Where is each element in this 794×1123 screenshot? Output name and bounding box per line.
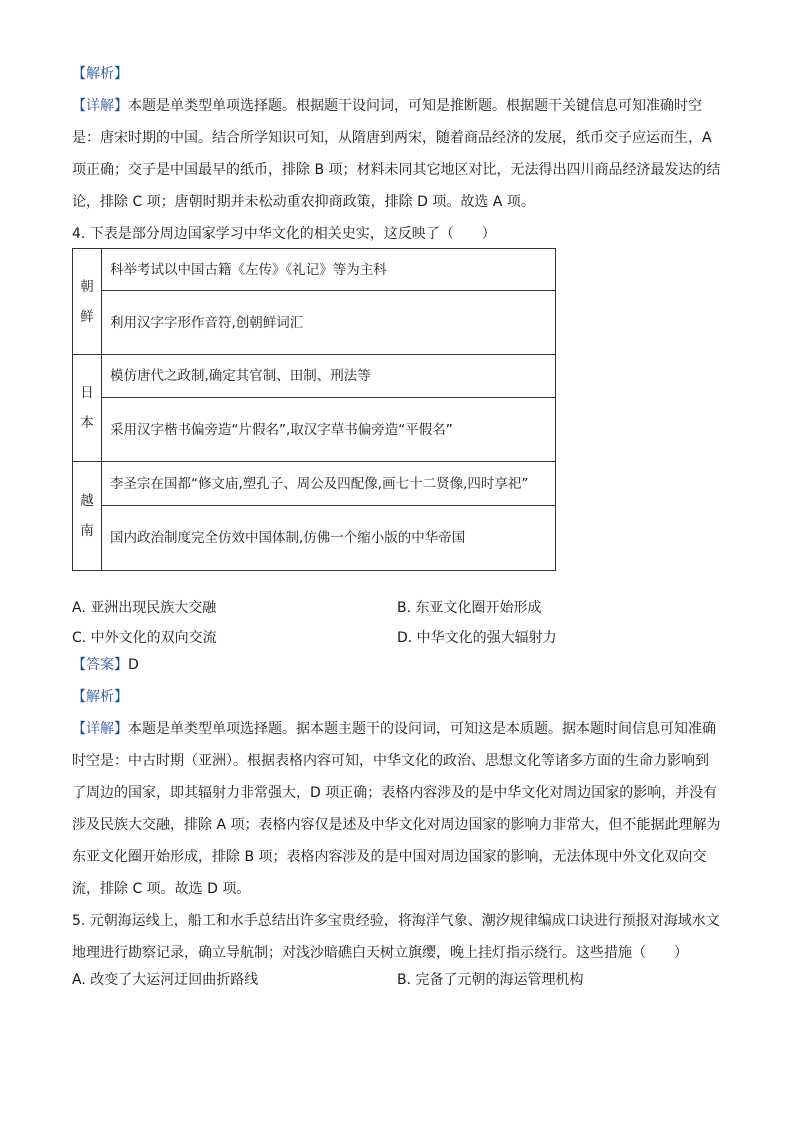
- table-row: [73, 249, 556, 291]
- q4-detail-line-1: [72, 717, 722, 741]
- option-b: B. 东亚文化圈开始形成: [397, 600, 542, 616]
- detail-tag: 【详解】: [72, 721, 128, 737]
- q4-detail-line-5: 东亚文化圈开始形成，排除 B 项；表格内容涉及的是中国对周边国家的影响，无法体现中外文化双向交: [72, 849, 707, 865]
- q4-analysis-heading: [72, 685, 722, 709]
- analysis-tag: 【解析】: [72, 66, 128, 82]
- option-a: A. 改变了大运河迂回曲折路线: [72, 972, 259, 988]
- fact-cell: 模仿唐代之政制,确定其官制、田制、刑法等: [102, 355, 556, 398]
- table-row: [73, 355, 556, 398]
- option-b: B. 完备了元朝的海运管理机构: [397, 972, 584, 988]
- country-char: 鲜: [80, 308, 94, 325]
- document-page: [72, 62, 722, 995]
- table-row: [73, 291, 556, 355]
- table-row: [73, 462, 556, 506]
- q5-stem-line-1: 5. 元朝海运线上，船工和水手总结出许多宝贵经验，将海洋气象、潮汐规律编成口诀进行预报对海域水文: [72, 913, 720, 929]
- country-char: 南: [80, 523, 94, 539]
- fact-cell: 国内政治制度完全仿效中国体制,仿佛一个缩小版的中华帝国: [102, 506, 556, 571]
- q4-stem: 4. 下表是部分周边国家学习中华文化的相关史实，这反映了（ ）: [72, 226, 496, 242]
- q4-options-row-1: [72, 593, 722, 623]
- fact-cell: 利用汉字字形作音符,创朝鲜词汇: [102, 291, 556, 355]
- q3-detail-line-4: 论，排除 C 项；唐朝时期并未松动重农抑商政策，排除 D 项。故选 A 项。: [72, 194, 535, 210]
- option-d: D. 中华文化的强大辐射力: [397, 630, 557, 646]
- country-char: 越: [80, 493, 94, 509]
- fact-cell: 采用汉字楷书偏旁造“片假名”,取汉字草书偏旁造“平假名”: [102, 398, 556, 462]
- fact-cell: 科举考试以中国古籍《左传》《礼记》等为主科: [102, 249, 556, 291]
- detail-tag: 【详解】: [72, 98, 128, 114]
- q4-detail-text: 本题是单类型单项选择题。据本题主题干的设问词，可知这是本质题。据本题时间信息可知准确: [128, 721, 716, 737]
- country-cell-japan: [73, 355, 102, 462]
- q4-detail-line-4: 涉及民族大交融，排除 A 项；表格内容仅是述及中华文化对周边国家的影响力非常大，但不能据此理解为: [72, 817, 721, 833]
- culture-facts-table: [72, 248, 556, 571]
- q3-detail-text: 本题是单类型单项选择题。根据题干设问词，可知是推断题。根据题干关键信息可知准确时空: [128, 98, 702, 114]
- analysis-tag: 【解析】: [72, 689, 128, 705]
- table-row: [73, 398, 556, 462]
- q5-options-row-1: [72, 965, 722, 995]
- answer-tag: 【答案】: [72, 657, 128, 673]
- q4-options-row-2: [72, 623, 722, 653]
- table-row: [73, 506, 556, 571]
- q4-detail-line-3: 了周边的国家，即其辐射力非常强大，D 项正确；表格内容涉及的是中华文化对周边国家的影响，并没有: [72, 785, 718, 801]
- fact-cell: 李圣宗在国都“修文庙,塑孔子、周公及四配像,画七十二贤像,四时享祀”: [102, 462, 556, 506]
- country-char: 朝: [80, 278, 94, 295]
- q3-analysis-heading: [72, 62, 722, 86]
- q4-detail-line-6: 流，排除 C 项。故选 D 项。: [72, 881, 251, 897]
- q5-stem-line-2: 地理进行勘察记录，确立导航制；对浅沙暗礁白天树立旗缨，晚上挂灯指示绕行。这些措施（ ）: [72, 945, 688, 961]
- country-cell-korea: [73, 249, 102, 355]
- q3-detail-line-2: 是：唐宋时期的中国。结合所学知识可知，从隋唐到两宋，随着商品经济的发展，纸币交子应运而生，A: [72, 130, 712, 146]
- q4-answer: [72, 653, 722, 677]
- country-cell-vietnam: [73, 462, 102, 571]
- option-c: C. 中外文化的双向交流: [72, 630, 217, 646]
- answer-value: D: [128, 657, 139, 673]
- country-char: 日: [80, 385, 94, 401]
- option-a: A. 亚洲出现民族大交融: [72, 600, 217, 616]
- country-char: 本: [80, 415, 94, 431]
- q3-detail-line-1: [72, 94, 722, 118]
- q4-detail-line-2: 时空是：中古时期（亚洲）。根据表格内容可知，中华文化的政治、思想文化等诸多方面的生命力影响到: [72, 753, 709, 769]
- q3-detail-line-3: 项正确；交子是中国最早的纸币，排除 B 项；材料未同其它地区对比，无法得出四川商品经济最发达的结: [72, 162, 721, 178]
